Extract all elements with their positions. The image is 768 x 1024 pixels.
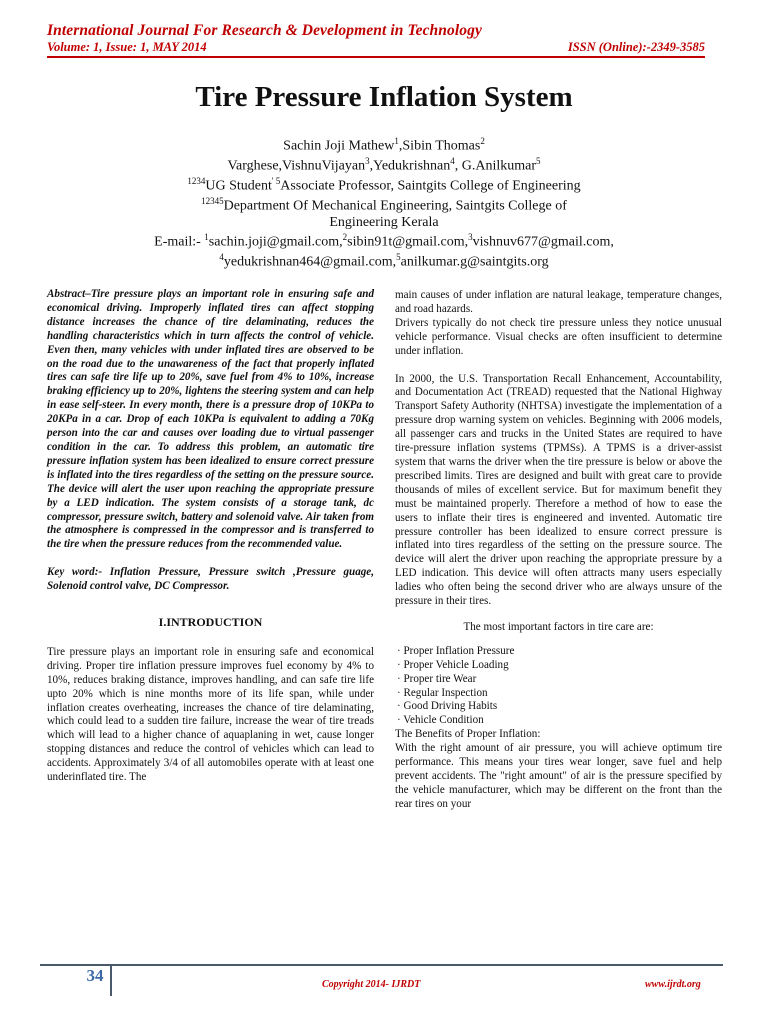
volume-info: Volume: 1, Issue: 1, MAY 2014 [47, 40, 207, 54]
right-column [395, 289, 722, 812]
affiliation-line-3: Engineering Kerala [329, 214, 439, 230]
keywords: Key word:- Inflation Pressure, Pressure switch ,Pressure guage, Solenoid control valve, DC Compressor. [47, 566, 374, 593]
affiliation-line-1: $^{1234}$UG Student$^{' 5}$Associate Professor, Saintgits College of Engineering [187, 176, 581, 194]
paper-title: Tire Pressure Inflation System [195, 81, 573, 113]
left-column [47, 288, 374, 785]
list-item: · Regular Inspection [397, 686, 488, 699]
list-item: · Proper tire Wear [397, 672, 477, 685]
benefits-paragraph: With the right amount of air pressure, you will achieve optimum tire performance. This means your tires wear longer, save fuel and help prevent accidents. The "right amount" of air is the pressure specified by the vehicle manufacturer, which may be different on the front than the rear tires on your [395, 742, 722, 810]
introduction-paragraph: Tire pressure plays an important role in ensuring safe and economical driving. Proper tire inflation pressure improves fuel economy by 4% to 10%, reduces braking distance, improves handling, and can safe tire life upto 20% which is nine months more of its life span, while under inflation creates overheating, increases the chance of tire delaminating, which could lead to a sudden tire failure, increase the wear of tire treads which will lead to a higher chance of aquaplaning in wet, cause longer stopping distances and reduce the control of vehicles which can lead to accidents. Approximately 3/4 of all automobiles operate with at least one underinflated tire. The [47, 645, 374, 784]
journal-title: International Journal For Research & Development in Technology [47, 22, 482, 39]
page-number: 34 [86, 966, 104, 985]
issn-info: ISSN (Online):-2349-3585 [567, 40, 705, 54]
email-line-1: E-mail:- $^1$sachin.joji@gmail.com,$^2$sibin91t@gmail.com,$^3$vishnuv677@gmail.com, [154, 232, 614, 250]
website-link[interactable]: www.ijrdt.org [645, 979, 701, 990]
list-item: · Good Driving Habits [397, 700, 498, 713]
list-item: · Proper Inflation Pressure [397, 644, 515, 657]
factors-intro: The most important factors in tire care are: [463, 620, 654, 633]
abstract: Abstract–Tire pressure plays an important role in ensuring safe and economical driving. Improperly inflated tires can affect stopping distance increases the chance of tire delaminating, reduces the handling characteristics which in turn affects the control of vehicle. Even then, many vehicles with under inflated tires are observed to be on the road due to the unawareness of the fact that properly inflated tires can safe tire life up to 20%, save fuel from 4% to 10%, increase braking efficiency up to 20%, lightens the steering system and can help in ease self-steer. In every month, there is a pressure drop of 10KPa to 20KPa in a car. Drop of each 10KPa is equivalent to adding a 70Kg person into the car and causes over loading due to virtual passenger condition in the car. To address this problem, an automatic tire pressure inflation system has been idealized to ensure correct pressure is inflated into the tires regardless of the setting on the pressure source. The device will alert the user upon reaching the appropriate pressure by a LED indication. The system consists of a storage tank, dc compressor, pressure switch, battery and solenoid valve. Air taken from the atmosphere is compressed in the compressor and is transferred to the tire when the pressure reduces from the recommended value. [47, 288, 374, 551]
copyright-text: Copyright 2014- IJRDT [322, 979, 421, 990]
volume-line [47, 40, 705, 58]
paragraph-tread-act: In 2000, the U.S. Transportation Recall Enhancement, Accountability, and Documentation Act (TREAD) requested that the National Highway Transport Safety Authority (NHTSA) investigate the implementation of a pressure drop warning system on vehicles. Beginning with 2006 models, all passenger cars and trucks in the United States are required to have tire-pressure inflation systems (TPMSs). A TPMS is a driver-assist system that warns the driver when the tire pressure is below or above the prescribed limits. Tires are designed and built with great care to provide thousands of miles of excellent service. But for maximum benefit they must be maintained properly. Therefore a method of how to ease the users to inflate their tires is engineered and invented. Automatic tire pressure controller has been idealized to ensure correct pressure is inflated into tires regardless of the setting on the pressure source. The device will alert the driver upon reaching the appropriate pressure by a LED indication. This device will often attracts many users especially ladies who often being the second driver who are always unsure of the pressure in their tires. [395, 372, 722, 608]
paragraph-under-inflation-causes: main causes of under inflation are natural leakage, temperature changes, and road hazards. [395, 289, 722, 315]
author-line-2: Varghese,VishnuVijayan$^3$,Yedukrishnan$^4$, G.Anilkumar$^5$ [227, 156, 541, 174]
list-item: · Vehicle Condition [397, 714, 484, 727]
section-heading-introduction: I.INTRODUCTION [158, 615, 263, 630]
footer-rule [40, 964, 723, 966]
author-line-1: Sachin Joji Mathew$^1$,Sibin Thomas$^2$ [283, 136, 485, 154]
page-number-divider [110, 966, 112, 996]
email-line-2: $^4$yedukrishnan464@gmail.com,$^5$anilkumar.g@saintgits.org [219, 252, 549, 270]
list-item: · Proper Vehicle Loading [397, 658, 509, 671]
affiliation-line-2: $^{12345}$Department Of Mechanical Engineering, Saintgits College of [201, 196, 567, 215]
factors-list [395, 645, 722, 728]
author-block [0, 134, 768, 270]
paragraph-visual-checks: Drivers typically do not check tire pressure unless they notice unusual vehicle performance. Visual checks are often insufficient to determine under inflation. [395, 316, 722, 357]
benefits-heading: The Benefits of Proper Inflation: [395, 728, 541, 741]
